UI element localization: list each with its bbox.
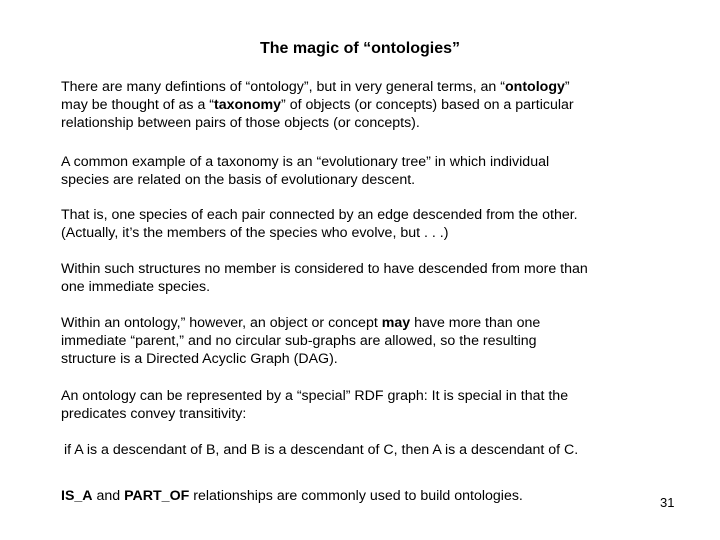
bold-term-taxonomy: taxonomy: [214, 97, 282, 113]
paragraph-dag: [61, 314, 671, 368]
paragraph-transitivity-rule: if A is a descendant of B, and B is a descendant of C, then A is a descendant of C.: [64, 442, 579, 458]
text-run: ” may be thought of as a “: [61, 79, 570, 113]
paragraph-edge-descent: That is, one species of each pair connected by an edge descended from the other. (Actually, it’s the members of the species who evolve, but . . .): [61, 207, 578, 241]
bold-term-part-of: PART_OF: [124, 488, 190, 504]
paragraph-evolutionary-tree: A common example of a taxonomy is an “evolutionary tree” in which individual species are related on the basis of evolutionary descent.: [61, 154, 550, 188]
text-run: Within an ontology,” however, an object or concept: [61, 315, 382, 331]
paragraph-rdf-graph: An ontology can be represented by a “special” RDF graph: It is special in that the predicates convey transitivity:: [61, 388, 569, 422]
paragraph-ontology-definition: [61, 78, 671, 132]
paragraph-single-descent: Within such structures no member is considered to have descended from more than one immediate species.: [61, 261, 588, 295]
bold-term-ontology: ontology: [504, 79, 565, 95]
text-run: have more than one immediate “parent,” and no circular sub-graphs are allowed, so the resulting structure is a Directed Acyclic Graph (DAG).: [61, 315, 541, 367]
bold-term-is-a: IS_A: [61, 488, 93, 504]
text-run: There are many defintions of “ontology”, but in very general terms, an “: [61, 79, 505, 95]
text-run: and: [92, 488, 125, 504]
text-run: ” of objects (or concepts) based on a particular relationship between pairs of those objects (or concepts).: [61, 97, 574, 131]
paragraph-relationships: [61, 487, 671, 505]
page-number: 31: [660, 495, 675, 510]
slide-title: The magic of “ontologies”: [259, 40, 460, 57]
text-run: relationships are commonly used to build ontologies.: [189, 488, 523, 504]
bold-term-may: may: [381, 315, 411, 331]
